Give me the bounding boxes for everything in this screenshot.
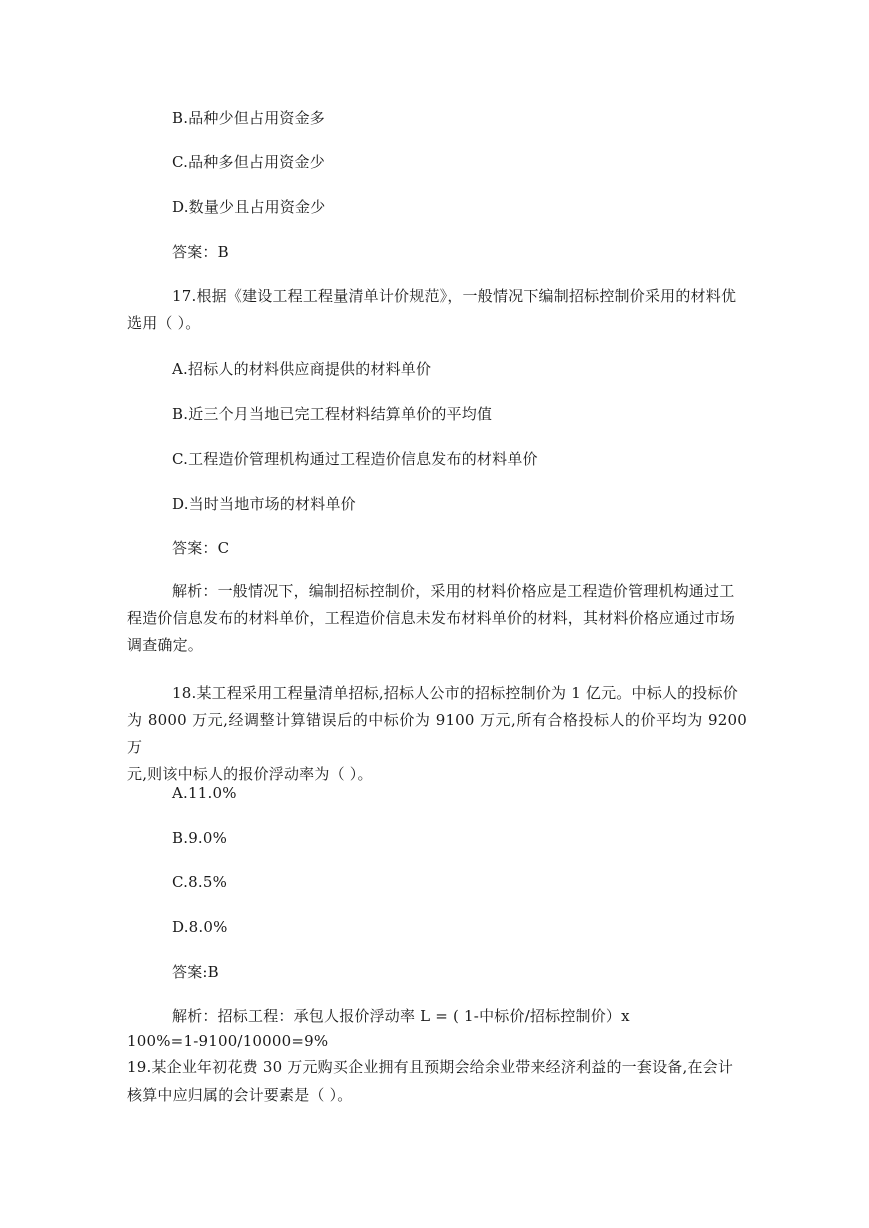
q17-option-d: D.当时当地市场的材料单价	[172, 495, 356, 513]
q17-analysis	[127, 578, 747, 659]
q18-stem-line-3: 元,则该中标人的报价浮动率为（ ）。	[127, 765, 373, 783]
q17-analysis-line-2: 程造价信息发布的材料单价，工程造价信息未发布材料单价的材料，其材料价格应通过市场	[127, 609, 736, 627]
q17-stem	[127, 283, 747, 337]
q18-stem	[127, 680, 747, 788]
q18-analysis-line-2: 100%=1-9100/10000=9%	[127, 1032, 329, 1050]
q18-analysis-line-1: 解析：招标工程：承包人报价浮动率 L = ( 1-中标价/招标控制价）x	[172, 1007, 630, 1025]
q17-option-b: B.近三个月当地已完工程材料结算单价的平均值	[172, 405, 493, 423]
q19-stem-line-1: 19.某企业年初花费 30 万元购买企业拥有且预期会给余业带来经济利益的一套设备,在会计	[127, 1058, 734, 1076]
q18-stem-line-1: 18.某工程采用工程量清单招标,招标人公市的招标控制价为 1 亿元。中标人的投标价	[172, 684, 738, 702]
q16-answer: 答案：B	[172, 243, 229, 261]
q19-stem-line-2: 核算中应归属的会计要素是（ ）。	[127, 1086, 353, 1104]
q17-option-c: C.工程造价管理机构通过工程造价信息发布的材料单价	[172, 450, 538, 468]
q18-option-b: B.9.0%	[172, 829, 228, 847]
q18-option-d: D.8.0%	[172, 918, 228, 936]
q17-answer: 答案：C	[172, 539, 230, 557]
q18-option-c: C.8.5%	[172, 873, 228, 891]
q17-option-a: A.招标人的材料供应商提供的材料单价	[172, 360, 432, 378]
q17-stem-line-1: 17.根据《建设工程工程量清单计价规范》，一般情况下编制招标控制价采用的材料优	[172, 287, 737, 305]
q17-analysis-line-1: 解析：一般情况下，编制招标控制价，采用的材料价格应是工程造价管理机构通过工	[172, 582, 735, 600]
q16-option-b: B.品种少但占用资金多	[172, 109, 325, 127]
q18-option-a: A.11.0%	[172, 784, 237, 802]
q16-option-d: D.数量少且占用资金少	[172, 198, 326, 216]
q17-analysis-line-3: 调查确定。	[127, 636, 204, 654]
q18-stem-line-2: 为 8000 万元,经调整计算错误后的中标价为 9100 万元,所有合格投标人的价平均为 9200 万	[127, 711, 747, 756]
q16-option-c: C.品种多但占用资金少	[172, 153, 325, 171]
q18-answer: 答案:B	[172, 963, 219, 981]
q17-stem-line-2: 选用（ ）。	[127, 314, 201, 332]
